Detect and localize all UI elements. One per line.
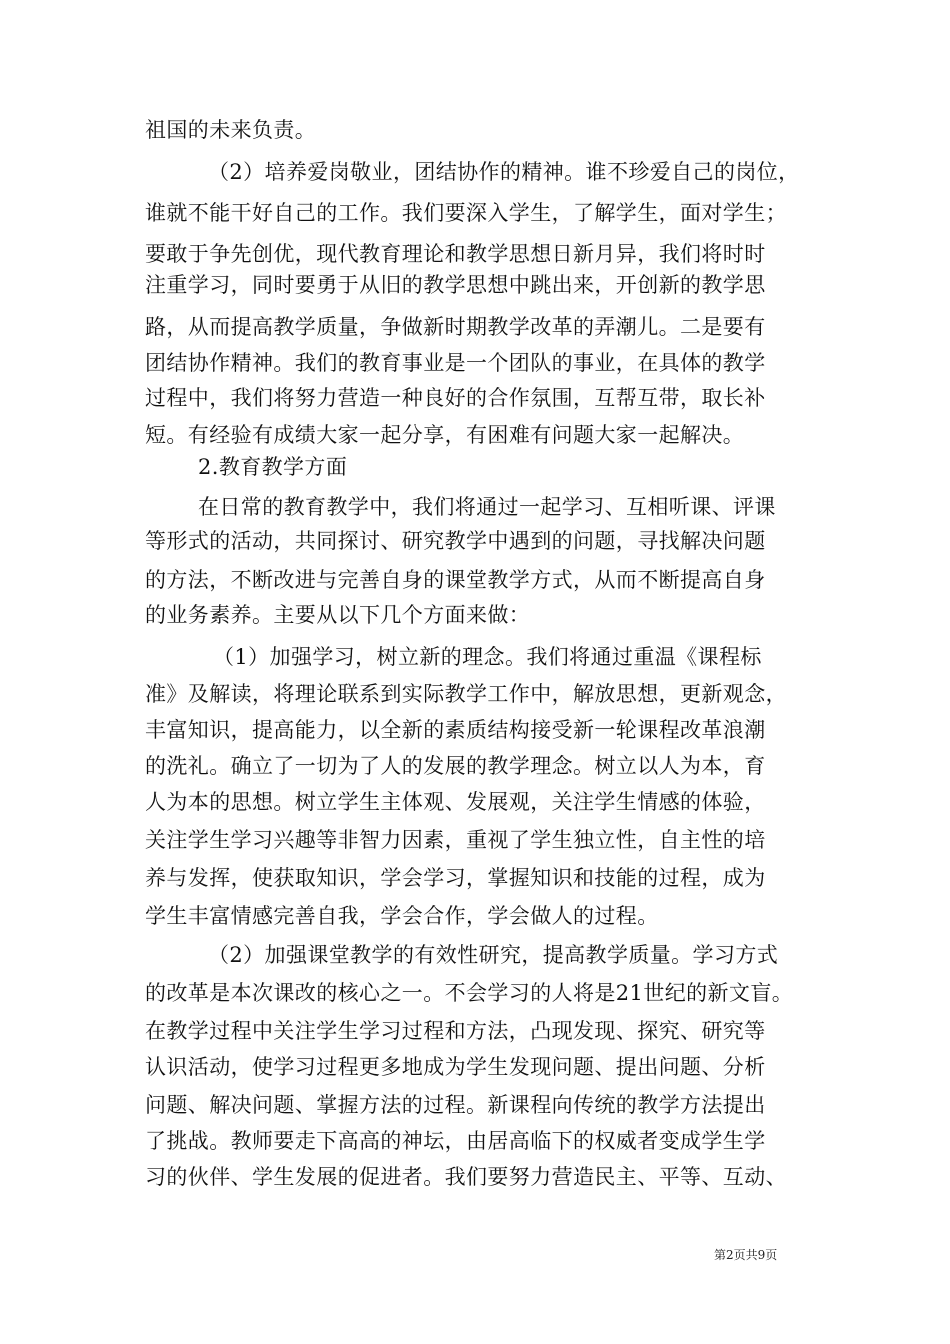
text-line: （2）加强课堂教学的有效性研究，提高教学质量。学习方式 [208,943,779,967]
text-line: 人为本的思想。树立学生主体观、发展观，关注学生情感的体验， [145,790,766,814]
text-line: 习的伙伴、学生发展的促进者。我们要努力营造民主、平等、互动、 [145,1165,787,1189]
text-line: 认识活动，使学习过程更多地成为学生发现问题、提出问题、分析 [145,1055,766,1079]
text-line: 团结协作精神。我们的教育事业是一个团队的事业，在具体的教学 [145,351,766,375]
text-line: 的方法，不断改进与完善自身的课堂教学方式，从而不断提高自身 [145,568,766,592]
text-line: 祖国的未来负责。 [145,118,317,142]
text-line: 准》及解读，将理论联系到实际教学工作中，解放思想，更新观念， [145,682,787,706]
text-line: 养与发挥，使获取知识，学会学习，掌握知识和技能的过程，成为 [145,866,766,890]
text-line: 的洗礼。确立了一切为了人的发展的教学理念。树立以人为本，育 [145,754,766,778]
text-line: 学生丰富情感完善自我，学会合作，学会做人的过程。 [145,904,659,928]
text-line: 注重学习，同时要勇于从旧的教学思想中跳出来，开创新的教学思 [145,273,766,297]
text-line: 在日常的教育教学中，我们将通过一起学习、互相听课、评课 [198,495,776,519]
text-line: 路，从而提高教学质量，争做新时期教学改革的弄潮儿。二是要有 [145,315,766,339]
text-line: 在教学过程中关注学生学习过程和方法，凸现发现、探究、研究等 [145,1019,766,1043]
text-line: 问题、解决问题、掌握方法的过程。新课程向传统的教学方法提出 [145,1093,766,1117]
text-line: 了挑战。教师要走下高高的神坛，由居高临下的权威者变成学生学 [145,1129,766,1153]
text-line: 的改革是本次课改的核心之一。不会学习的人将是21世纪的新文盲。 [145,981,794,1005]
section-heading: 2.教育教学方面 [198,455,348,479]
text-line: 过程中，我们将努力营造一种良好的合作氛围，互帮互带，取长补 [145,386,766,410]
text-line: 的业务素养。主要从以下几个方面来做： [145,603,531,627]
text-line: （2）培养爱岗敬业，团结协作的精神。谁不珍爱自己的岗位， [208,160,800,184]
page-number-footer: 第2页共9页 [714,1248,778,1262]
text-line: 要敢于争先创优，现代教育理论和教学思想日新月异，我们将时时 [145,242,766,266]
text-line: 关注学生学习兴趣等非智力因素，重视了学生独立性，自主性的培 [145,828,766,852]
text-line: 短。有经验有成绩大家一起分享，有困难有问题大家一起解决。 [145,423,745,447]
text-line: 谁就不能干好自己的工作。我们要深入学生，了解学生，面对学生； [145,201,787,225]
text-line: 等形式的活动，共同探讨、研究教学中遇到的问题，寻找解决问题 [145,529,766,553]
text-line: （1）加强学习，树立新的理念。我们将通过重温《课程标 [213,645,762,669]
text-line: 丰富知识，提高能力，以全新的素质结构接受新一轮课程改革浪潮 [145,718,766,742]
